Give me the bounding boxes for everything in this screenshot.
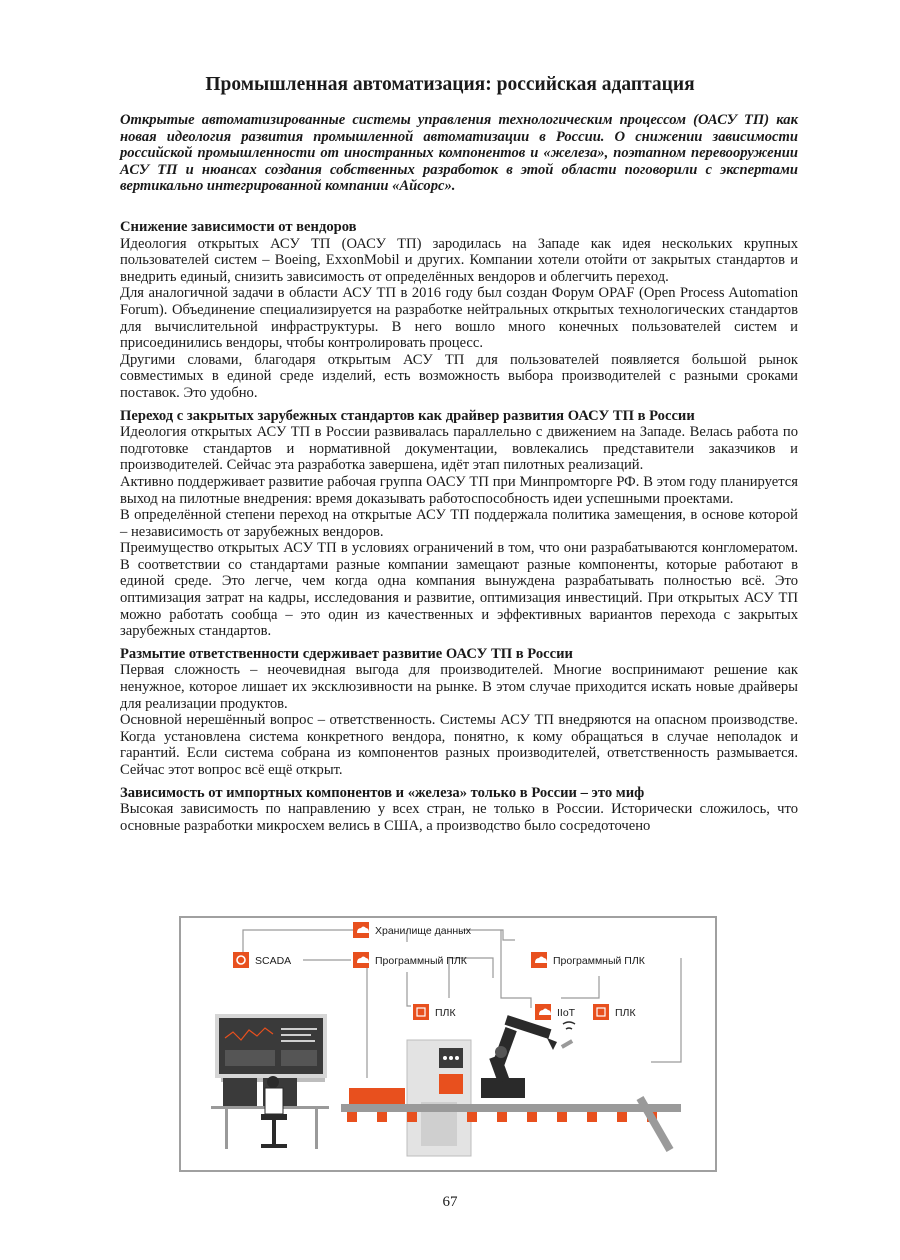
storage-label: Хранилище данных — [375, 925, 471, 937]
paragraph: Активно поддерживает развитие рабочая группа ОАСУ ТП при Минпромторге РФ. В этом году планируется выход на пилотные внедрения: время доказывать работоспособность идеи успешными проектами. — [120, 473, 798, 507]
paragraph: Преимущество открытых АСУ ТП в условиях ограничений в том, что они разрабатываются конгломератом. В соответствии со стандартами разные компании замещают разные компоненты, которые работают в единой среде. Это легче, чем когда одна компания вынуждена разрабатывать полностью всё. Это оптимизация затрат на кадры, исследования и развитие, оптимизация инвестиций. При открытых АСУ ТП можно работать сообща – это один из качественных и эффективных вариантов перехода с закрытых зарубежных стандартов. — [120, 540, 798, 640]
illustration-canvas — [181, 918, 715, 1170]
operator-desk — [211, 1076, 329, 1149]
label-plc-2 — [593, 1004, 636, 1020]
section-heading-1: Снижение зависимости от вендоров — [120, 219, 357, 235]
monitor-wall — [215, 1014, 327, 1078]
paragraph: В определённой степени переход на открытые АСУ ТП поддержала политика замещения, в основе которой – независимость от зарубежных вендоров. — [120, 507, 798, 540]
label-soft-plc-1 — [353, 952, 468, 968]
label-scada — [233, 952, 291, 968]
paragraph: Идеология открытых АСУ ТП (ОАСУ ТП) зародилась на Западе как идея нескольких крупных пользователей систем – Boeing, ExxonMobil и других. Компании хотели отойти от закрытых стандартов и внедрить единый, снизить зависимость от определённых вендоров и облегчить переход. — [120, 235, 798, 285]
paragraph: Основной нерешённый вопрос – ответственность. Системы АСУ ТП внедряются на опасном производстве. Когда установлена система конкретного вендора, понятно, к кому обращаться в случае неполадок и гарантий. Если система собрана из компонентов разных производителей, ответственность размывается. Сейчас этот вопрос всё ещё открыт. — [120, 712, 798, 778]
page-number: 67 — [442, 1194, 458, 1210]
label-iiot — [535, 1004, 576, 1020]
automation-illustration — [179, 916, 717, 1172]
paragraph: Высокая зависимость по направлению у всех стран, не только в России. Исторически сложилось, что основные разработки микросхем велись в США, а производство было сосредоточено — [120, 801, 798, 834]
control-cabinet — [407, 1040, 471, 1156]
soft-plc-label-1: Программный ПЛК — [375, 955, 467, 967]
paragraph: Другими словами, благодаря открытым АСУ ТП для пользователей появляется большой рынок совместимых в единой среде изделий, есть возможность выбора производителей с разными сроками поставок. Это удобно. — [120, 351, 798, 401]
plc-label-1: ПЛК — [435, 1007, 456, 1019]
soft-plc-label-2: Программный ПЛК — [553, 955, 645, 967]
section-heading-2: Переход с закрытых зарубежных стандартов как драйвер развития ОАСУ ТП в России — [120, 407, 695, 424]
label-storage — [353, 922, 472, 938]
paragraph: Первая сложность – неочевидная выгода для производителей. Многие воспринимают решение как ненужное, которое лишает их эксклюзивности на рынке. В этом случае приходится искать новые драйверы для реализации продуктов. — [120, 662, 798, 712]
paragraph: Идеология открытых АСУ ТП в России развивалась параллельно с движением на Западе. Велась работа по подготовке стандартов и нормативной документации, вовлекались представители заказчиков и производителей. Сейчас эта разработка завершена, идёт этап пилотных реализаций. — [120, 424, 798, 474]
article-title: Промышленная автоматизация: российская адаптация — [205, 74, 695, 95]
iiot-label: IIoT — [557, 1007, 576, 1019]
plc-label-2: ПЛК — [615, 1007, 636, 1019]
section-heading-4: Зависимость от импортных компонентов и «железа» только в России – это миф — [120, 784, 645, 801]
label-soft-plc-2 — [531, 952, 646, 968]
wifi-icon — [563, 1022, 575, 1029]
article-lead: Открытые автоматизированные системы управления технологическим процессом (ОАСУ ТП) как новая идеология развития промышленной автоматизации в России. О снижении зависимости российской промышленности от иностранных компонентов и «железа», поэтапном перевооружении АСУ ТП и нюансах создания собственных разработок в этой области поговорили с экспертами вертикально интегрированной компании «Айсорс». — [120, 112, 798, 195]
robot-arm — [481, 1015, 575, 1098]
section-heading-3: Размытие ответственности сдерживает развитие ОАСУ ТП в России — [120, 645, 573, 662]
scada-label: SCADA — [255, 955, 292, 967]
paragraph: Для аналогичной задачи в области АСУ ТП в 2016 году был создан Форум OPAF (Open Process Automation Forum). Объединение специализируется на разработке нейтральных открытых технологических стандартов для вычислительной инфраструктуры. В него вошло много конечных пользователей систем и присоединились вендоры, чтобы контролировать процесс. — [120, 285, 798, 352]
article-body — [120, 219, 798, 834]
label-plc-1 — [413, 1004, 456, 1020]
